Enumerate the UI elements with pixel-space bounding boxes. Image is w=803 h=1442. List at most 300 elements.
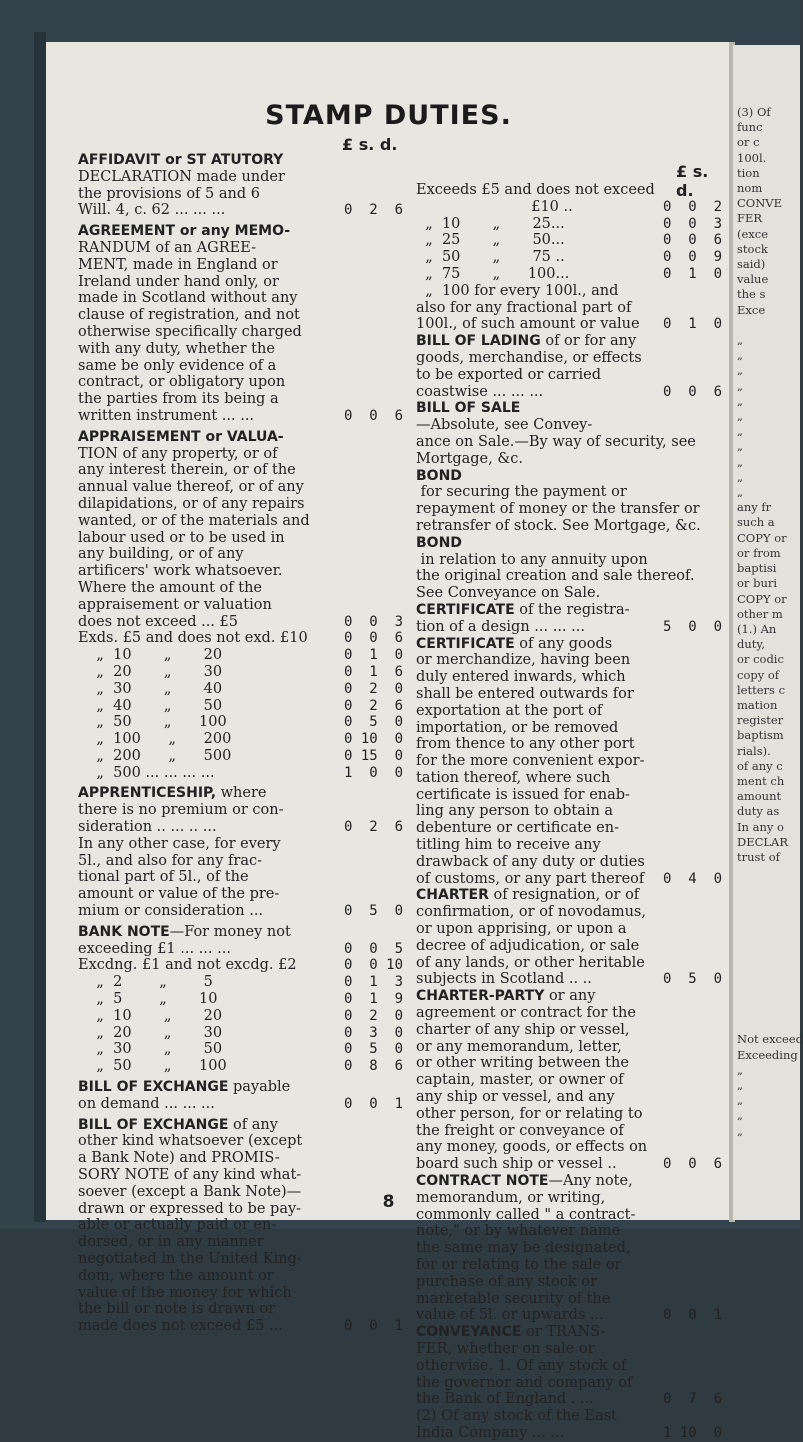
tariff-text — [416, 316, 663, 333]
page-title: STAMP DUTIES. — [265, 100, 512, 131]
tariff-text — [416, 669, 663, 686]
entry-text: „ 30 „ 50 — [78, 1041, 223, 1058]
tariff-text — [78, 563, 344, 580]
entry-text: TION of any property, or of — [78, 445, 278, 462]
tariff-line — [416, 568, 721, 585]
facing-page-line: „ — [737, 333, 743, 348]
duty-amount: 0 1 9 — [344, 991, 404, 1008]
tariff-line — [416, 837, 721, 854]
entry-text: Will. 4, c. 62 ... ... ... — [78, 202, 226, 219]
entry-text: DECLARATION made under — [78, 168, 285, 185]
tariff-line — [416, 1156, 721, 1173]
facing-page-line: or buri — [737, 576, 778, 591]
duty-amount: 0 0 6 — [344, 407, 404, 424]
tariff-text — [78, 223, 344, 240]
entry-text: certificate is issued for enab- — [416, 786, 630, 803]
tariff-text — [416, 333, 663, 350]
tariff-text — [78, 1058, 344, 1075]
tariff-line — [78, 290, 402, 307]
tariff-text — [416, 854, 663, 871]
entry-text: MENT, made in England or — [78, 256, 278, 273]
duty-amount: 0 1 0 — [663, 265, 723, 282]
tariff-line — [78, 974, 402, 991]
tariff-line — [78, 1117, 402, 1134]
facing-page-line: „ — [737, 1093, 743, 1108]
tariff-text — [416, 367, 663, 384]
entry-text: See Conveyance on Sale. — [416, 585, 601, 602]
duty-amount: 0 4 0 — [663, 870, 723, 887]
facing-page-line — [737, 1002, 799, 1017]
entry-text: the original creation and sale thereof. — [416, 568, 695, 585]
tariff-line — [416, 1089, 721, 1106]
entry-text: memorandum, or writing, — [416, 1189, 606, 1206]
entry-text: drawn or expressed to be pay- — [78, 1200, 302, 1217]
duty-amount: 0 10 0 — [344, 731, 404, 748]
tariff-line — [416, 1375, 721, 1392]
tariff-text — [416, 938, 663, 955]
facing-page-line: duty, — [737, 637, 766, 652]
tariff-line — [416, 1408, 721, 1425]
tariff-line — [78, 240, 402, 257]
tariff-text — [78, 274, 344, 291]
facing-page-line: other m — [737, 606, 783, 621]
entry-text: „ 20 „ 30 — [78, 663, 223, 680]
entry-text: FER, whether on sale or — [416, 1340, 595, 1357]
tariff-line — [416, 1274, 721, 1291]
tariff-text — [78, 202, 344, 219]
tariff-line — [78, 307, 402, 324]
tariff-line — [78, 223, 402, 240]
tariff-text — [416, 904, 663, 921]
tariff-line — [78, 563, 402, 580]
facing-page-line: stock — [737, 241, 768, 256]
tariff-text — [416, 1375, 663, 1392]
duty-amount: 0 5 0 — [344, 1041, 404, 1058]
tariff-line — [78, 580, 402, 597]
entry-text: coastwise ... ... ... — [416, 383, 544, 400]
entry-text: ling any person to obtain a — [416, 803, 614, 820]
facing-page-line: copy of — [737, 667, 780, 682]
entry-heading: BOND — [416, 534, 462, 551]
entry-text: does not exceed ... £5 — [78, 613, 238, 630]
tariff-text — [416, 518, 701, 535]
entry-text: In any other case, for every — [78, 835, 281, 852]
facing-page-line: Not exceed — [737, 1032, 803, 1047]
entry-text: value of 5l. or upwards ... — [416, 1307, 604, 1324]
tariff-line — [78, 991, 402, 1008]
tariff-line — [78, 169, 402, 186]
tariff-text — [416, 568, 694, 585]
tariff-line — [416, 384, 721, 401]
duty-amount: 0 3 0 — [344, 1024, 404, 1041]
tariff-text — [416, 787, 663, 804]
tariff-line — [78, 714, 402, 731]
tariff-line — [78, 408, 402, 425]
duty-amount: 0 1 6 — [344, 663, 404, 680]
tariff-line — [416, 1005, 721, 1022]
entry-text: captain, master, or owner of — [416, 1072, 624, 1089]
entry-text: amount or value of the pre- — [78, 886, 280, 903]
entry-text: of customs, or any part thereof — [416, 870, 645, 887]
tariff-text — [78, 513, 344, 530]
entry-text: any interest therein, or of the — [78, 462, 296, 479]
tariff-line — [78, 479, 402, 496]
duty-amount: 1 0 0 — [344, 764, 404, 781]
tariff-line — [416, 955, 721, 972]
entry-text: Exds. £5 and does not exd. £10 — [78, 630, 308, 647]
tariff-line — [416, 316, 721, 333]
facing-page-line: „ — [737, 363, 743, 378]
entry-text: „ 25 „ 50... — [416, 232, 565, 249]
tariff-line — [78, 957, 402, 974]
duty-amount: 0 0 3 — [344, 613, 404, 630]
facing-page-line: „ — [737, 439, 743, 454]
duty-amount: 0 0 9 — [663, 249, 723, 266]
facing-page-line: In any o — [737, 819, 784, 834]
tariff-line — [78, 597, 402, 614]
facing-page-line: „ — [737, 485, 743, 500]
entry-text: decree of adjudication, or sale — [416, 937, 640, 954]
entry-text: with any duty, whether the — [78, 340, 275, 357]
entry-text: same be only evidence of a — [78, 357, 277, 374]
facing-page-line: „ — [737, 1123, 743, 1138]
tariff-line — [78, 374, 402, 391]
tariff-text — [78, 1041, 344, 1058]
facing-page-line: or codic — [737, 652, 784, 667]
entry-text: goods, merchandise, or effects — [416, 349, 642, 366]
tariff-line — [78, 1041, 402, 1058]
facing-page-line: ment ch — [737, 773, 785, 788]
tariff-text — [78, 580, 344, 597]
tariff-text — [416, 1307, 663, 1324]
tariff-text — [416, 652, 663, 669]
duty-amount: 0 8 6 — [344, 1058, 404, 1075]
entry-text: made in Scotland without any — [78, 290, 298, 307]
tariff-line — [78, 1268, 402, 1285]
entry-text: „ 200 „ 500 — [78, 747, 232, 764]
tariff-text — [416, 182, 663, 199]
tariff-text — [416, 686, 663, 703]
tariff-text — [78, 496, 344, 513]
facing-page-line: „ — [737, 1108, 743, 1123]
entry-text: of resignation, or of — [488, 887, 640, 904]
entry-text: also for any fractional part of — [416, 299, 632, 316]
tariff-line — [416, 1240, 721, 1257]
tariff-line — [78, 1025, 402, 1042]
facing-page-line: letters c — [737, 682, 786, 697]
tariff-text — [416, 1341, 663, 1358]
tariff-line — [416, 1039, 721, 1056]
tariff-text — [78, 886, 344, 903]
duty-amount: 0 2 6 — [344, 202, 404, 219]
tariff-text — [416, 283, 663, 300]
tariff-text — [78, 974, 344, 991]
facing-page-line — [737, 926, 799, 941]
tariff-line — [416, 803, 721, 820]
facing-page-line: „ — [737, 348, 743, 363]
facing-page-line: tion — [737, 165, 760, 180]
facing-page-line: register — [737, 713, 784, 728]
facing-page-line: FER — [737, 211, 763, 226]
entry-text: Ireland under hand only, or — [78, 273, 279, 290]
duty-amount: 0 0 6 — [344, 630, 404, 647]
entry-text: board such ship or vessel .. — [416, 1156, 617, 1173]
entry-text: other kind whatsoever (except — [78, 1133, 303, 1150]
entry-text: from thence to any other port — [416, 736, 635, 753]
tariff-text — [416, 199, 663, 216]
tariff-text — [416, 1291, 663, 1308]
duty-amount: 0 5 0 — [344, 903, 404, 920]
entry-text: or TRANS- — [521, 1324, 606, 1341]
tariff-text — [416, 1139, 663, 1156]
tariff-line — [416, 669, 721, 686]
tariff-text — [78, 358, 344, 375]
tariff-text — [78, 836, 344, 853]
entry-heading: BANK NOTE — [78, 923, 170, 940]
tariff-line — [416, 921, 721, 938]
tariff-text — [78, 647, 344, 664]
entry-heading: BILL OF EXCHANGE — [78, 1116, 229, 1133]
tariff-line — [416, 1055, 721, 1072]
facing-page-line: duty as — [737, 804, 780, 819]
tariff-line — [416, 904, 721, 921]
facing-page-line: or from — [737, 545, 781, 560]
tariff-text — [78, 1025, 344, 1042]
tariff-line — [416, 535, 721, 569]
tariff-text — [78, 1133, 344, 1150]
entry-text: £10 .. — [416, 198, 573, 215]
entry-text: where — [216, 785, 267, 802]
entry-text: otherwise. 1. Of any stock of — [416, 1357, 627, 1374]
entry-text: any building, or of any — [78, 546, 244, 563]
tariff-text — [78, 1301, 344, 1318]
entry-text: „ 30 „ 40 — [78, 680, 223, 697]
facing-page-line: „ — [737, 378, 743, 393]
facing-page-line: the s — [737, 287, 766, 302]
tariff-line — [416, 1123, 721, 1140]
entry-text: in relation to any annuity upon — [416, 551, 648, 568]
tariff-line — [78, 1301, 402, 1318]
entry-heading: APPRAISEMENT or VALUA- — [78, 428, 284, 445]
entry-text: or upon apprising, or upon a — [416, 921, 627, 938]
tariff-line — [78, 765, 402, 782]
tariff-text — [78, 1008, 344, 1025]
entry-text: of any — [228, 1116, 278, 1133]
facing-page-line: trust of — [737, 849, 780, 864]
tariff-text — [416, 1391, 663, 1408]
tariff-line — [416, 333, 721, 350]
tariff-text — [78, 462, 344, 479]
entry-text: „ 10 „ 25... — [416, 215, 565, 232]
entry-text: confirmation, or of novodamus, — [416, 904, 646, 921]
tariff-text — [78, 1251, 344, 1268]
entry-text: artificers' work whatsoever. — [78, 563, 283, 580]
tariff-text — [78, 1079, 344, 1096]
tariff-text — [78, 307, 344, 324]
tariff-line — [416, 787, 721, 804]
right-column — [416, 182, 721, 1442]
tariff-line — [78, 1079, 402, 1096]
entry-text: Mortgage, &c. — [416, 450, 523, 467]
tariff-line — [78, 1150, 402, 1167]
entry-text: (2) Of any stock of the East — [416, 1408, 617, 1425]
entry-text: of any lands, or other heritable — [416, 954, 645, 971]
tariff-text — [416, 1274, 663, 1291]
tariff-line — [78, 429, 402, 446]
entry-text: for or relating to the sale or — [416, 1257, 622, 1273]
duty-amount: 0 2 0 — [344, 680, 404, 697]
duty-amount: 0 0 2 — [663, 198, 723, 215]
entry-text: „ 50 „ 100 — [78, 1058, 227, 1075]
tariff-text — [78, 186, 344, 203]
tariff-line — [78, 647, 402, 664]
tariff-text — [78, 903, 344, 920]
tariff-line — [416, 703, 721, 720]
tariff-line — [78, 496, 402, 513]
duty-amount: 0 2 6 — [344, 819, 404, 836]
tariff-text — [78, 391, 344, 408]
facing-page-line: func — [737, 120, 763, 135]
tariff-text — [416, 468, 663, 502]
entry-text: 100l., of such amount or value — [416, 316, 640, 333]
entry-text: written instrument ... ... — [78, 407, 255, 424]
tariff-text — [416, 535, 663, 569]
duty-amount: 0 0 1 — [344, 1318, 404, 1335]
tariff-text — [416, 636, 663, 653]
tariff-line — [78, 391, 402, 408]
tariff-line — [78, 202, 402, 219]
tariff-text — [416, 1022, 663, 1039]
tariff-line — [416, 1291, 721, 1308]
entry-text: duly entered inwards, which — [416, 669, 626, 686]
tariff-line — [416, 602, 721, 619]
tariff-line — [416, 1173, 721, 1190]
entry-heading: CHARTER-PARTY — [416, 988, 545, 1005]
entry-heading: CONTRACT NOTE — [416, 1173, 549, 1190]
tariff-text — [78, 530, 344, 547]
tariff-line — [416, 216, 721, 233]
tariff-text — [78, 819, 344, 836]
tariff-line — [416, 854, 721, 871]
duty-amount: 0 5 0 — [344, 714, 404, 731]
entry-text: the bill or note is drawn or — [78, 1301, 276, 1318]
duty-amount: 0 0 6 — [663, 1156, 723, 1173]
facing-page-line: baptisi — [737, 561, 777, 576]
tariff-text — [78, 374, 344, 391]
entry-text: —Absolute, see Convey- — [416, 417, 593, 434]
entry-text: note," or by whatever name — [416, 1223, 621, 1240]
tariff-text — [78, 924, 344, 941]
tariff-text — [78, 1117, 344, 1134]
entry-text: negotiated in the United King- — [78, 1251, 302, 1267]
tariff-line — [78, 1133, 402, 1150]
duty-amount: 0 2 0 — [344, 1007, 404, 1024]
entry-heading: CERTIFICATE — [416, 635, 515, 652]
entry-text: —Any note, — [548, 1173, 633, 1190]
entry-text: dilapidations, or of any repairs — [78, 495, 305, 512]
entry-heading: CHARTER — [416, 887, 489, 904]
tariff-line — [78, 152, 402, 169]
tariff-text — [78, 1217, 344, 1234]
tariff-line — [416, 350, 721, 367]
tariff-line — [78, 1234, 402, 1251]
facing-page-line: 100l. — [737, 150, 767, 165]
facing-page-line — [737, 318, 799, 333]
tariff-text — [416, 216, 663, 233]
tariff-line — [78, 341, 402, 358]
tariff-text — [416, 703, 663, 720]
tariff-line — [78, 869, 402, 886]
entry-heading: BILL OF LADING — [416, 333, 541, 350]
tariff-line — [78, 681, 402, 698]
tariff-line — [78, 802, 402, 819]
facing-page-line — [737, 972, 799, 987]
tariff-line — [416, 266, 721, 283]
facing-page-line: nom — [737, 181, 763, 196]
facing-page-line: mation — [737, 697, 778, 712]
entry-heading: APPRENTICESHIP, — [78, 785, 217, 802]
entry-text: ance on Sale.—By way of security, see — [416, 433, 696, 450]
tariff-line — [416, 232, 721, 249]
tariff-line — [416, 300, 721, 317]
book-page — [46, 42, 731, 1441]
tariff-text — [416, 384, 663, 401]
entry-text: SORY NOTE of any kind what- — [78, 1167, 302, 1184]
tariff-line — [416, 1139, 721, 1156]
tariff-line — [78, 446, 402, 463]
tariff-line — [78, 274, 402, 291]
entry-text: „ 100 „ 200 — [78, 731, 232, 748]
tariff-line — [78, 836, 402, 853]
tariff-line — [416, 770, 721, 787]
entry-text: purchase of any stock or — [416, 1273, 597, 1290]
tariff-line — [78, 186, 402, 203]
entry-text: „ 2 „ 5 — [78, 974, 213, 991]
tariff-line — [416, 871, 721, 888]
facing-page-line: „ — [737, 1062, 743, 1077]
entry-text: made does not exceed £5 ... — [78, 1318, 283, 1335]
tariff-line — [78, 462, 402, 479]
entry-text: for the more convenient expor- — [416, 753, 645, 770]
tariff-line — [416, 887, 721, 904]
tariff-text — [78, 802, 344, 819]
entry-text: „ 10 „ 20 — [78, 647, 223, 664]
tariff-line — [416, 736, 721, 753]
entry-text: the same may be designated, — [416, 1240, 631, 1257]
entry-heading: BOND — [416, 467, 462, 484]
entry-text: drawback of any duty or duties — [416, 853, 645, 870]
tariff-text — [78, 748, 344, 765]
tariff-line — [416, 1324, 721, 1341]
tariff-line — [78, 941, 402, 958]
tariff-text — [416, 971, 663, 988]
tariff-text — [416, 887, 663, 904]
tariff-line — [416, 686, 721, 703]
tariff-line — [416, 468, 721, 502]
entry-text: RANDUM of an AGREE- — [78, 239, 256, 256]
tariff-text — [78, 614, 344, 631]
tariff-line — [78, 324, 402, 341]
tariff-text — [78, 1285, 344, 1302]
facing-page-line — [737, 911, 799, 926]
facing-page-line: (3) Of — [737, 105, 771, 119]
tariff-text — [78, 290, 344, 307]
duty-amount: 1 10 0 — [663, 1424, 723, 1441]
tariff-text — [416, 350, 663, 367]
tariff-text — [78, 681, 344, 698]
entry-text: India Company ... ... — [416, 1424, 565, 1441]
entry-text: tion of a design ... ... ... — [416, 618, 585, 635]
